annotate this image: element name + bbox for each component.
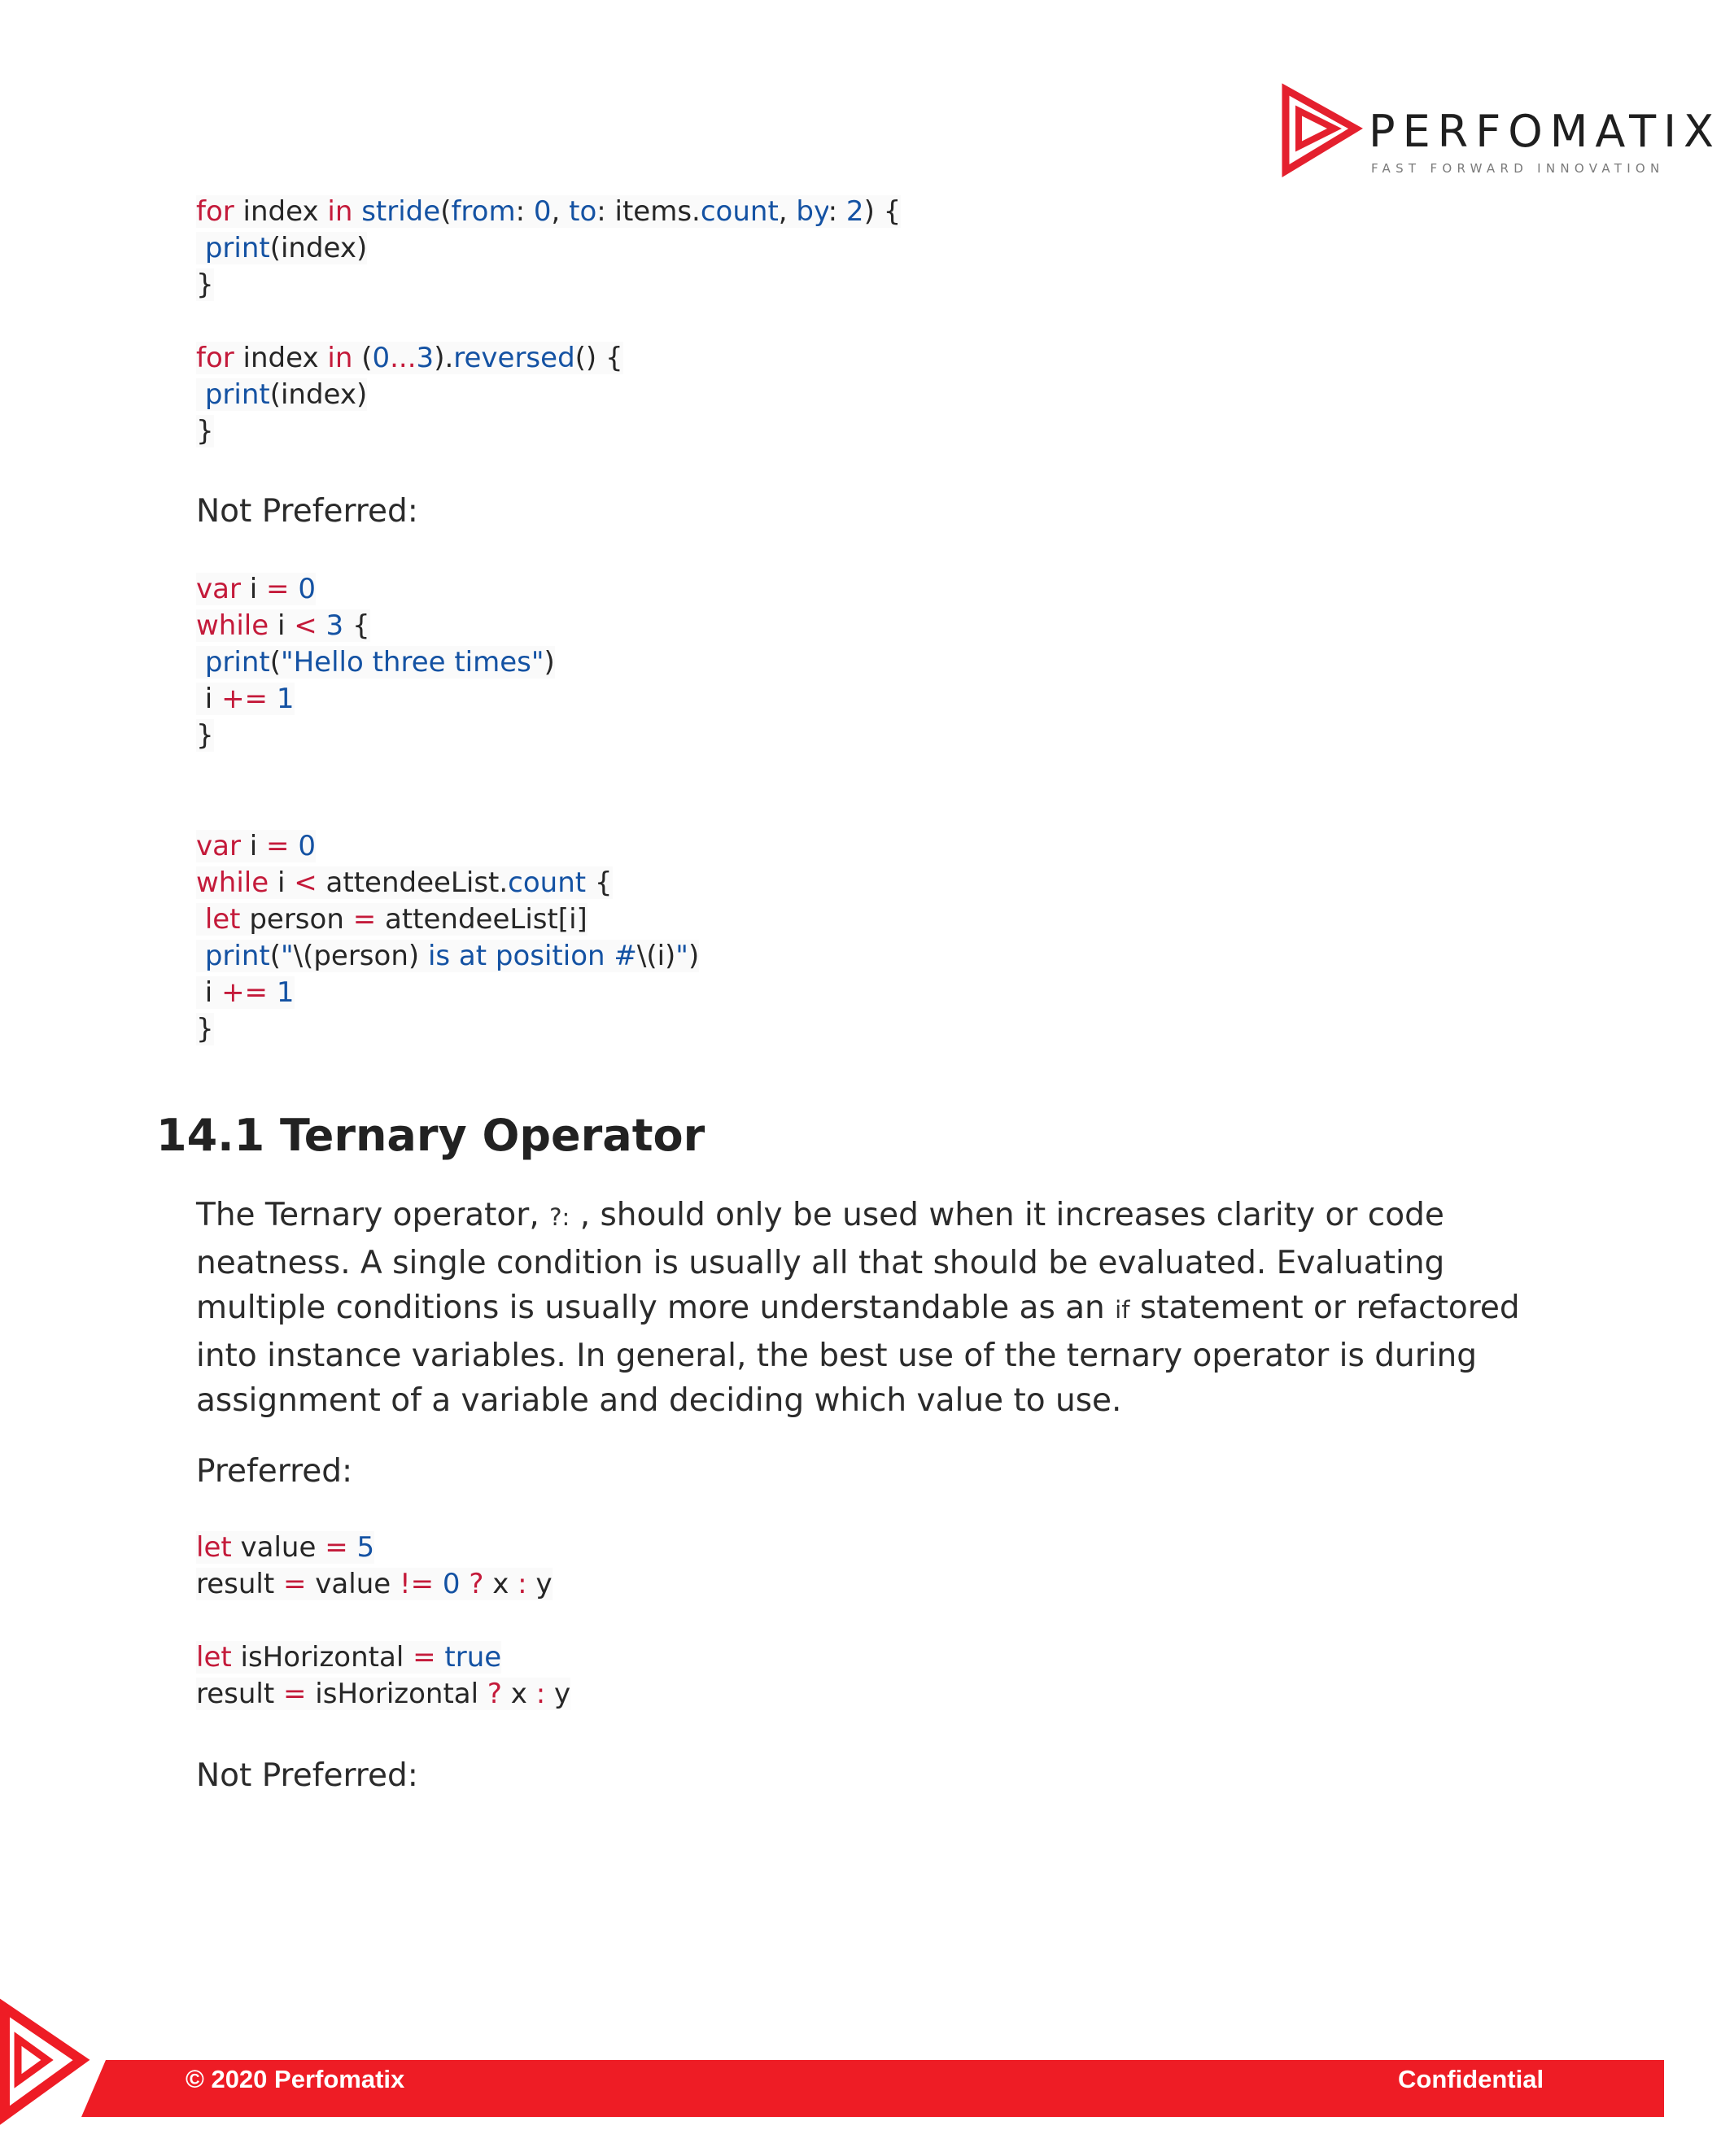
code-block-preferred-loops xyxy=(196,194,901,450)
code-block-while-attendees xyxy=(196,828,699,1048)
paragraph-line: neatness. A single condition is usually all that should be evaluated. Evaluating xyxy=(196,1244,1445,1281)
code-line: while i < 3 { xyxy=(196,609,370,642)
code-line: for index in (0...3).reversed() { xyxy=(196,342,623,374)
code-line: i += 1 xyxy=(196,683,295,715)
section-paragraph xyxy=(196,1193,1520,1424)
code-line xyxy=(196,1603,570,1639)
logo-tagline: FAST FORWARD INNOVATION xyxy=(1371,161,1665,176)
paragraph-line: into instance variables. In general, the best use of the ternary operator is during xyxy=(196,1337,1478,1374)
code-line: result = isHorizontal ? x : y xyxy=(196,1678,571,1710)
preferred-label: Preferred: xyxy=(196,1453,353,1490)
logo-wordmark: PERFOMATIX xyxy=(1369,106,1721,157)
page-footer xyxy=(0,2001,1666,2132)
code-line: print(index) xyxy=(196,377,901,413)
code-line: let isHorizontal = true xyxy=(196,1641,502,1674)
code-line: let person = attendeeList[i] xyxy=(196,901,699,938)
paragraph-line: assignment of a variable and deciding which value to use. xyxy=(196,1382,1122,1419)
code-line: result = value != 0 ? x : y xyxy=(196,1568,553,1600)
code-line: print(index) xyxy=(196,230,901,267)
code-line: print("\(person) is at position #\(i)") xyxy=(196,938,699,975)
inline-code: ?: xyxy=(549,1203,570,1231)
code-line: } xyxy=(196,415,214,447)
footer-copyright: © 2020 Perfomatix xyxy=(186,2065,405,2093)
code-line xyxy=(196,303,901,340)
code-block-ternary-preferred xyxy=(196,1530,570,1713)
code-line: } xyxy=(196,1013,214,1045)
code-line: } xyxy=(196,719,214,752)
code-line: var i = 0 xyxy=(196,830,316,862)
code-line: print("Hello three times") xyxy=(196,644,555,681)
section-heading: 14.1 Ternary Operator xyxy=(156,1110,705,1161)
footer-confidential: Confidential xyxy=(1398,2065,1544,2093)
paragraph-line: multiple conditions is usually more understandable as an if statement or refactored xyxy=(196,1290,1520,1326)
code-line: i += 1 xyxy=(196,976,295,1009)
code-line: while i < attendeeList.count { xyxy=(196,866,613,899)
code-block-while-hello xyxy=(196,571,555,754)
code-line: var i = 0 xyxy=(196,573,316,605)
code-line: let value = 5 xyxy=(196,1531,375,1564)
not-preferred-label: Not Preferred: xyxy=(196,493,418,530)
code-line: for index in stride(from: 0, to: items.count, by: 2) { xyxy=(196,195,902,228)
perfomatix-logo-icon xyxy=(1284,88,1357,177)
inline-code: if xyxy=(1115,1296,1130,1324)
company-logo xyxy=(1284,88,1721,177)
not-preferred-label-2: Not Preferred: xyxy=(196,1757,418,1794)
paragraph-line: The Ternary operator, ?: , should only be used when it increases clarity or code xyxy=(196,1197,1444,1233)
code-line: } xyxy=(196,268,214,301)
